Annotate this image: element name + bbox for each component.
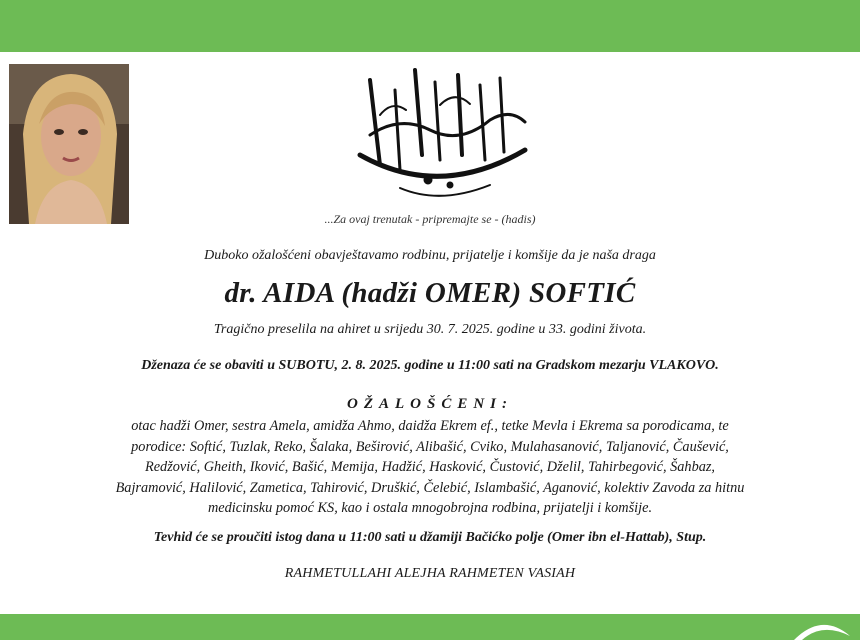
crescent-icon (390, 0, 480, 50)
mourners-line: Bajramović, Halilović, Zametica, Tahirović, Druškić, Čelebić, Islambašić, Aganović, kolektiv Zavoda za hitnu (115, 479, 745, 496)
tevhid-notice: Tevhid će se proučiti istog dana u 11:00 sati u džamiji Bačićko polje (Omer ibn el-Hattab), Stup. (153, 530, 707, 545)
intro-text: Duboko ožalošćeni obavještavamo rodbinu, prijatelje i komšije da je naša draga (204, 248, 656, 263)
bottom-green-band (0, 614, 860, 640)
funeral-notice: Dženaza će se obaviti u SUBOTU, 2. 8. 2025. godine u 11:00 sati na Gradskom mezarju VLAKOVO. (141, 358, 719, 373)
mourners-line: otac hadži Omer, sestra Amela, amidža Ahmo, daidža Ekrem ef., tetke Mevla i Ekrema sa porodicama, te (131, 418, 729, 434)
arabic-calligraphy (340, 60, 540, 210)
mourners-title: OŽALOŠĆENI: (346, 396, 513, 412)
closing-prayer: RAHMETULLAHI ALEJHA RAHMETEN VASIAH (284, 566, 576, 581)
mourners-line: medicinsku pomoć KS, kao i ostala mnogobrojna rodbina, prijatelji i komšije. (207, 500, 653, 516)
death-notice: Tragično preselila na ahiret u srijedu 30. 7. 2025. godine u 33. godini života. (213, 322, 647, 337)
hadith-quote: ...Za ovaj trenutak - pripremajte se - (hadis) (324, 212, 536, 226)
crescent-icon (792, 618, 852, 640)
deceased-photo (9, 64, 129, 224)
mourners-list (0, 416, 860, 519)
mourners-line: Redžović, Gheith, Iković, Bašić, Memija, Hadžić, Hasković, Čustović, Dželil, Tahirbegović, Šahbaz, (144, 459, 716, 475)
deceased-name: dr. AIDA (hadži OMER) SOFTIĆ (224, 277, 636, 309)
mourners-line: porodice: Softić, Tuzlak, Reko, Šalaka, Beširović, Alibašić, Cviko, Mulahasanović, Taljanović, Čaušević, (131, 438, 729, 455)
